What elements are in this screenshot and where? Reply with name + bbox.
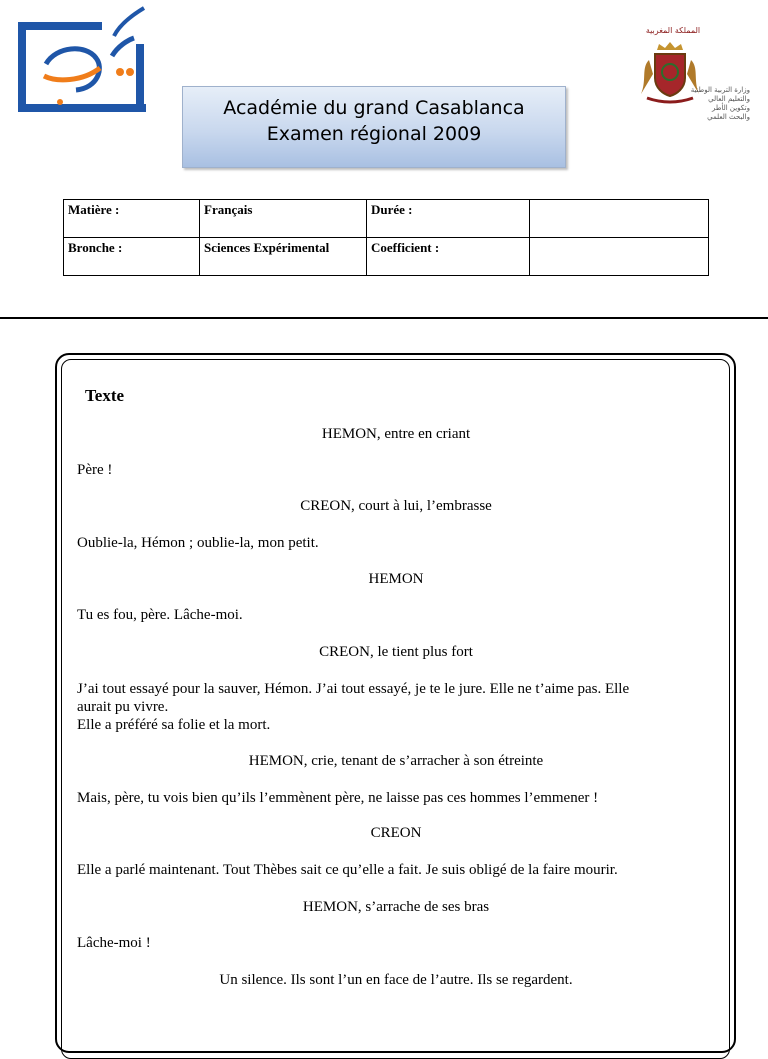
academy-title: Académie du grand Casablanca: [223, 97, 525, 119]
text-heading: Texte: [85, 386, 125, 405]
stage-direction: HEMON, s’arrache de ses bras: [302, 899, 490, 915]
ministry-logo: [600, 26, 750, 126]
subject-label: Matière :: [64, 200, 200, 238]
branch-value: Sciences Expérimental: [200, 238, 367, 276]
dialogue-line: Lâche-moi !: [77, 935, 151, 951]
stage-direction: Un silence. Ils sont l’un en face de l’autre. Ils se regardent.: [219, 972, 573, 988]
stage-direction: CREON: [370, 825, 422, 841]
stage-direction: HEMON: [368, 571, 424, 587]
table-row: [64, 200, 709, 238]
duration-value: [530, 200, 709, 238]
stage-direction: HEMON, entre en criant: [321, 426, 471, 442]
ministry-line: والتعليم العالي: [708, 95, 750, 103]
dialogue-line: aurait pu vivre.: [77, 699, 169, 715]
dialogue-line: Mais, père, tu vois bien qu’ils l’emmènent père, ne laisse pas ces hommes l’emmener !: [77, 790, 599, 806]
academy-logo: [16, 6, 146, 114]
kingdom-label: المملكة المغربية: [645, 26, 701, 35]
coefficient-value: [530, 238, 709, 276]
ministry-line: والبحث العلمي: [707, 113, 750, 121]
exam-title: Examen régional 2009: [266, 123, 482, 145]
subject-value: Français: [200, 200, 367, 238]
dialogue-line: J’ai tout essayé pour la sauver, Hémon. J’ai tout essayé, je te le jure. Elle ne t’aime pas. Elle: [77, 681, 630, 697]
stage-direction: HEMON, crie, tenant de s’arracher à son étreinte: [248, 753, 544, 769]
ministry-line: وتكوين الأطر: [712, 104, 750, 112]
dialogue-line: Elle a parlé maintenant. Tout Thèbes sait ce qu’elle a fait. Je suis obligé de la faire mourir.: [77, 862, 618, 878]
stage-direction: CREON, court à lui, l’embrasse: [300, 498, 492, 514]
dialogue-line: Elle a préféré sa folie et la mort.: [77, 717, 271, 733]
stage-direction: CREON, le tient plus fort: [319, 644, 473, 660]
duration-label: Durée :: [367, 200, 530, 238]
dialogue-line: Tu es fou, père. Lâche-moi.: [77, 607, 243, 623]
ministry-line: وزارة التربية الوطنية: [690, 86, 750, 94]
exam-info-table: [63, 199, 709, 276]
divider: [0, 317, 768, 319]
exam-title-box: [182, 86, 566, 168]
branch-label: Bronche :: [64, 238, 200, 276]
table-row: [64, 238, 709, 276]
coefficient-label: Coefficient :: [367, 238, 530, 276]
dialogue-line: Oublie-la, Hémon ; oublie-la, mon petit.: [77, 535, 319, 551]
dialogue-line: Père !: [77, 462, 113, 478]
